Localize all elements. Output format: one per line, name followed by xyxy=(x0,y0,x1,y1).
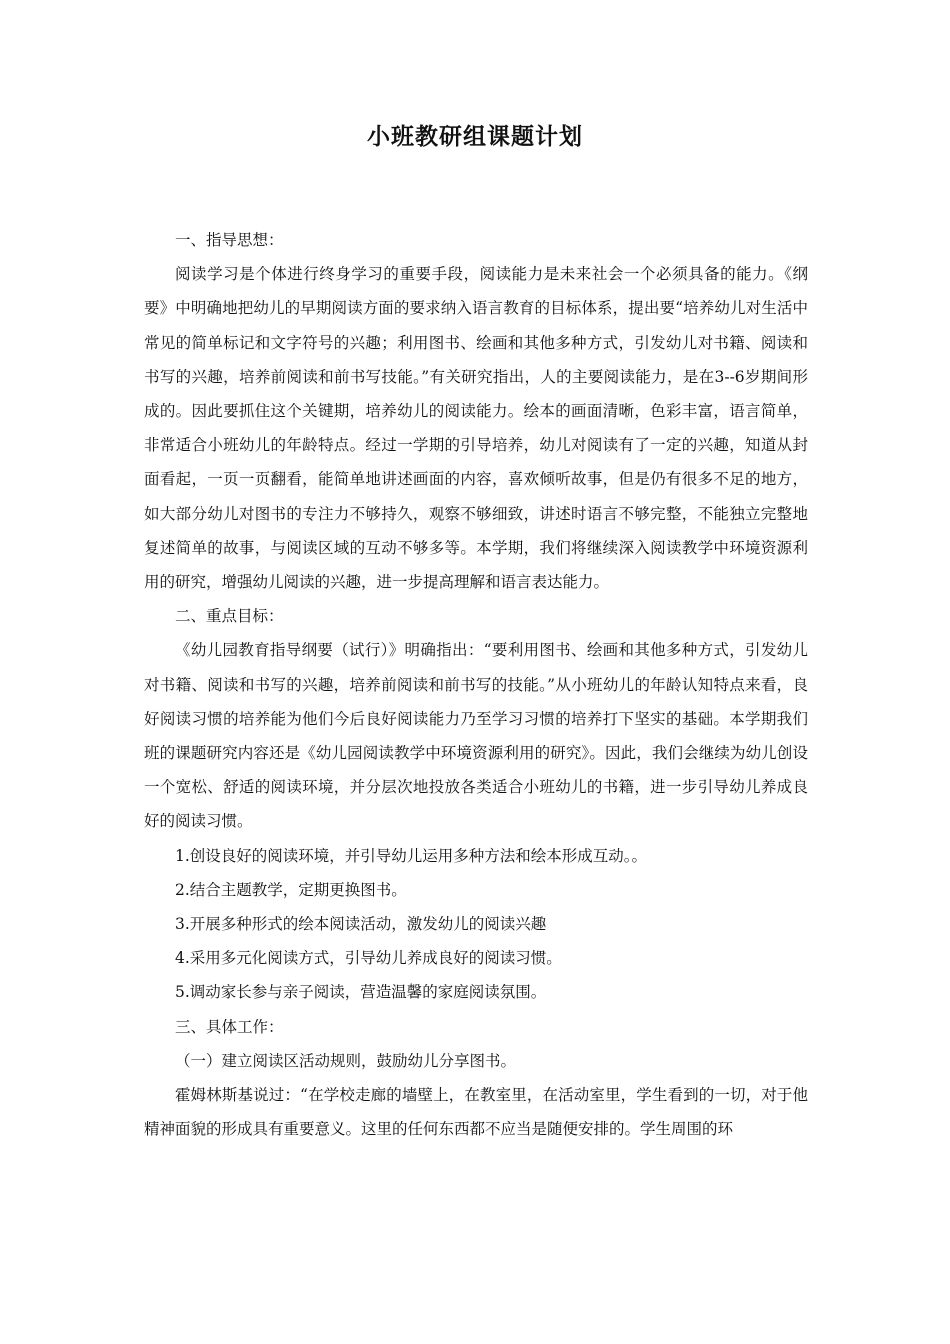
goal-item-2: 2.结合主题教学，定期更换图书。 xyxy=(175,880,407,899)
subsection-heading-reading-area-rules: （一）建立阅读区活动规则，鼓励幼儿分享图书。 xyxy=(175,1051,517,1070)
section-heading-specific-work: 三、具体工作： xyxy=(175,1017,284,1036)
paragraph-guiding-thought: 阅读学习是个体进行终身学习的重要手段，阅读能力是未来社会一个必须具备的能力。《纲要》中明确地把幼儿的早期阅读方面的要求纳入语言教育的目标体系，提出要“培养幼儿对生活中常见的简单标记和文字符号的兴趣；利用图书、绘画和其他多种方式，引发幼儿对书籍、阅读和书写的兴趣，培养前阅读和前书写技能。”有关研究指出，人的主要阅读能力，是在3--6岁期间形成的。因此要抓住这个关键期，培养幼儿的阅读能力。绘本的画面清晰，色彩丰富，语言简单，非常适合小班幼儿的年龄特点。经过一学期的引导培养，幼儿对阅读有了一定的兴趣，知道从封面看起，一页一页翻看，能简单地讲述画面的内容，喜欢倾听故事，但是仍有很多不足的地方，如大部分幼儿对图书的专注力不够持久，观察不够细致，讲述时语言不够完整，不能独立完整地复述简单的故事，与阅读区域的互动不够多等。本学期，我们将继续深入阅读教学中环境资源利用的研究，增强幼儿阅读的兴趣，进一步提高理解和语言表达能力。 xyxy=(144,265,808,592)
section-heading-key-goals: 二、重点目标： xyxy=(175,607,284,626)
paragraph-key-goals: 《幼儿园教育指导纲要（试行）》明确指出：“要利用图书、绘画和其他多种方式，引发幼儿对书籍、阅读和书写的兴趣，培养前阅读和前书写的技能。”从小班幼儿的年龄认知特点来看，良好阅读习惯的培养能为他们今后良好阅读能力乃至学习习惯的培养打下坚实的基础。本学期我们班的课题研究内容还是《幼儿园阅读教学中环境资源利用的研究》。因此，我们会继续为幼儿创设一个宽松、舒适的阅读环境，并分层次地投放各类适合小班幼儿的书籍，进一步引导幼儿养成良好的阅读习惯。 xyxy=(144,641,808,831)
goal-item-4: 4.采用多元化阅读方式，引导幼儿养成良好的阅读习惯。 xyxy=(175,949,562,968)
paragraph-sukhomlinsky-quote: 霍姆林斯基说过：“在学校走廊的墙壁上，在教室里，在活动室里，学生看到的一切，对于他精神面貌的形成具有重要意义。这里的任何东西都不应当是随便安排的。学生周围的环 xyxy=(144,1086,808,1139)
goal-item-5: 5.调动家长参与亲子阅读，营造温馨的家庭阅读氛围。 xyxy=(175,983,547,1002)
goal-item-3: 3.开展多种形式的绘本阅读活动，激发幼儿的阅读兴趣 xyxy=(175,915,547,934)
section-heading-guiding-thought: 一、指导思想： xyxy=(175,231,284,249)
document-body xyxy=(144,223,808,1146)
document-title: 小班教研组课题计划 xyxy=(367,123,583,150)
goal-item-1: 1.创设良好的阅读环境，并引导幼儿运用多种方法和绘本形成互动。。 xyxy=(175,846,648,865)
